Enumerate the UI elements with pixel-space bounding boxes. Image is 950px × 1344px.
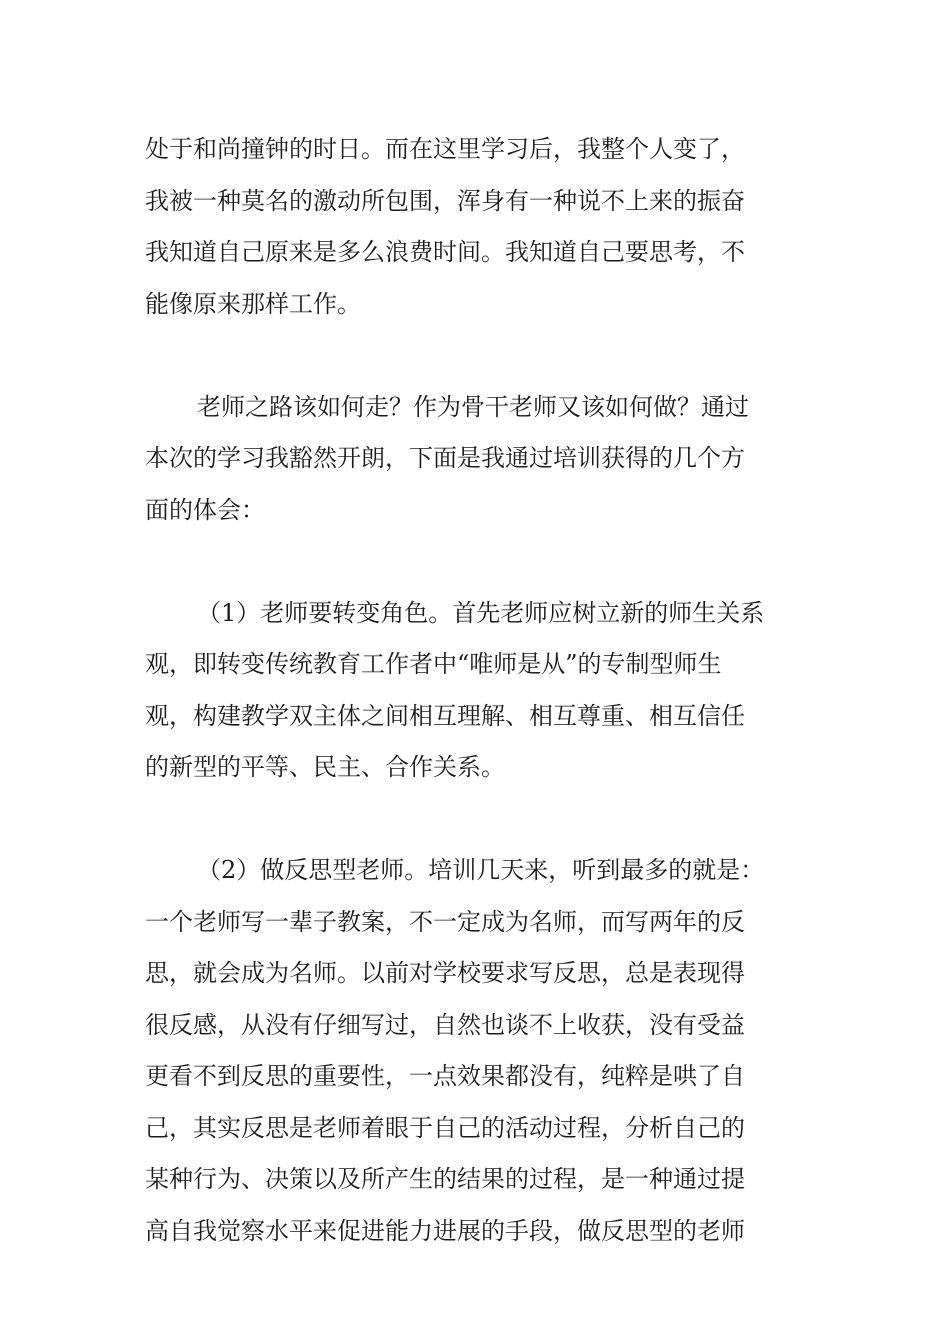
paragraph-4-line-7: 某种行为、决策以及所产生的结果的过程，是一种通过提 <box>145 1165 745 1193</box>
paragraph-4-line-8: 高自我觉察水平来促进能力进展的手段，做反思型的老师 <box>145 1216 745 1245</box>
paragraph-3-line-4: 的新型的平等、民主、合作关系。 <box>145 753 505 781</box>
paragraph-1-line-1: 处于和尚撞钟的时日。而在这里学习后，我整个人变了， <box>145 135 745 163</box>
paragraph-1-line-4: 能像原来那样工作。 <box>145 289 361 318</box>
paragraph-2-line-2: 本次的学习我豁然开朗，下面是我通过培训获得的几个方 <box>145 444 745 472</box>
paragraph-spacer <box>145 330 810 382</box>
paragraph-4-line-4: 很反感，从没有仔细写过，自然也谈不上收获，没有受益 <box>145 1010 745 1039</box>
paragraph-spacer <box>145 794 810 846</box>
paragraph-4-line-6: 己，其实反思是老师着眼于自己的活动过程，分析自己的 <box>145 1113 745 1142</box>
paragraph-3-line-1: （1）老师要转变角色。首先老师应树立新的师生关系 <box>197 598 765 627</box>
paragraph-1-line-2: 我被一种莫名的激动所包围，浑身有一种说不上来的振奋 <box>145 186 745 215</box>
paragraph-2-line-3: 面的体会： <box>145 495 265 524</box>
paragraph-spacer <box>145 536 810 588</box>
paragraph-4-line-3: 思，就会成为名师。以前对学校要求写反思，总是表现得 <box>145 959 745 987</box>
paragraph-2-line-1: 老师之路该如何走？作为骨干老师又该如何做？通过 <box>197 392 749 421</box>
paragraph-4-line-5: 更看不到反思的重要性，一点效果都没有，纯粹是哄了自 <box>145 1062 745 1090</box>
paragraph-3-line-3: 观，构建教学双主体之间相互理解、相互尊重、相互信任 <box>145 701 745 730</box>
paragraph-4-line-2: 一个老师写一辈子教案，不一定成为名师，而写两年的反 <box>145 907 745 936</box>
document-page <box>145 124 810 1257</box>
paragraph-3-line-2: 观，即转变传统教育工作者中“唯师是从”的专制型师生 <box>145 650 722 678</box>
paragraph-4-line-1: （2）做反思型老师。培训几天来，听到最多的就是： <box>197 856 765 884</box>
paragraph-1-line-3: 我知道自己原来是多么浪费时间。我知道自己要思考，不 <box>145 238 745 266</box>
